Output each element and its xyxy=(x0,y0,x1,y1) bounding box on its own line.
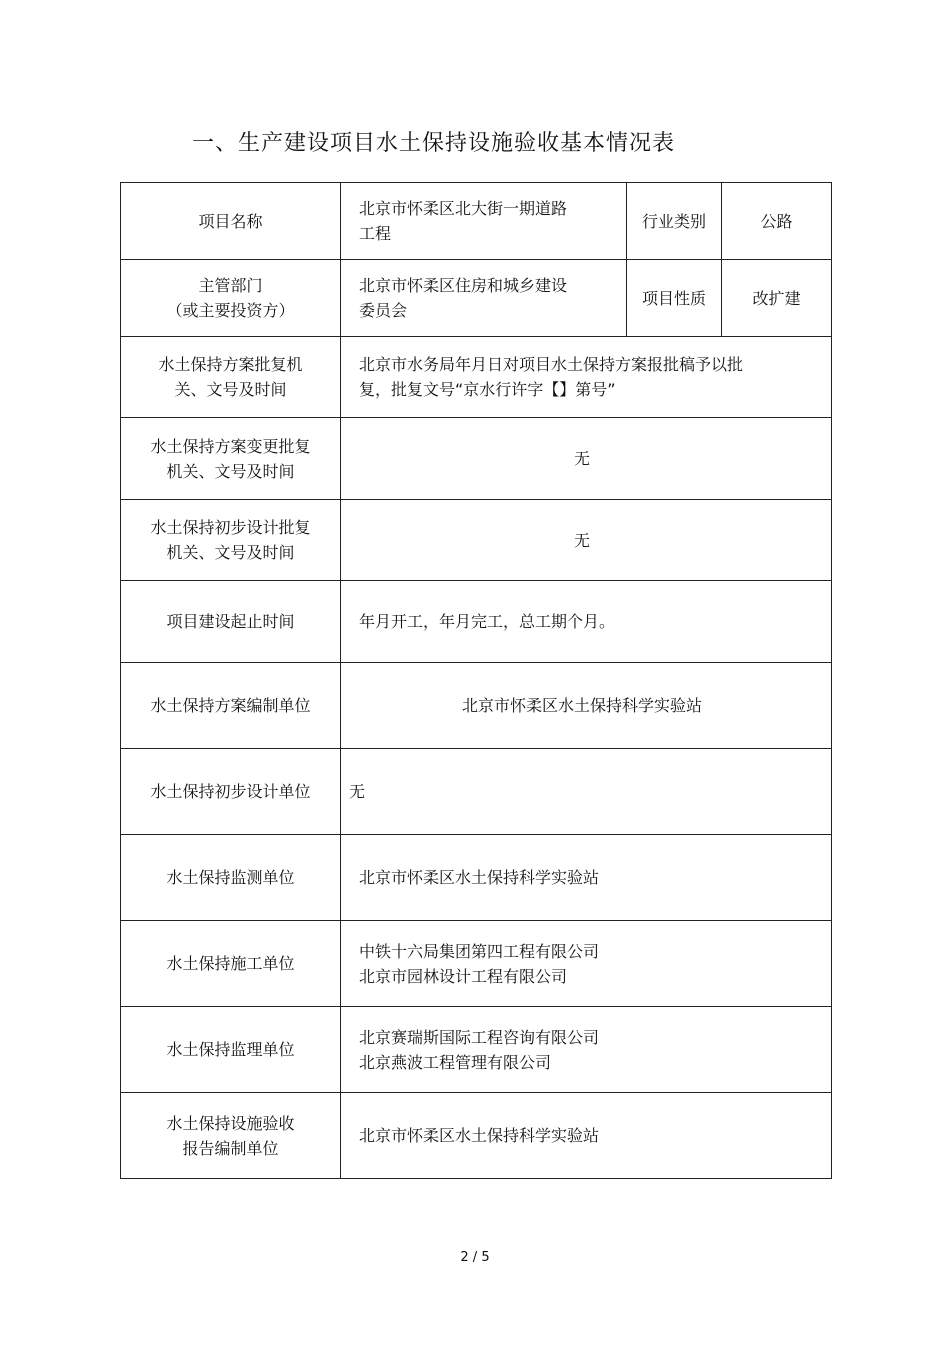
value-report-compiler: 北京市怀柔区水土保持科学实验站 xyxy=(341,1093,832,1179)
table-row-plan-change xyxy=(121,418,832,500)
label-project-name: 项目名称 xyxy=(121,183,341,260)
table-row-prelim-design xyxy=(121,500,832,581)
label-project-nature: 项目性质 xyxy=(627,260,722,337)
page-title: 一、生产建设项目水土保持设施验收基本情况表 xyxy=(192,131,676,156)
label-authority: 主管部门 （或主要投资方） xyxy=(121,260,341,337)
value-authority: 北京市怀柔区住房和城乡建设 委员会 xyxy=(341,260,627,337)
table-row-construction-period xyxy=(121,581,832,663)
basic-info-table xyxy=(120,182,832,1179)
value-prelim-design: 无 xyxy=(341,500,832,581)
table-row-project-name xyxy=(121,183,832,260)
table-row-plan-approval xyxy=(121,337,832,418)
label-plan-approval: 水土保持方案批复机 关、文号及时间 xyxy=(121,337,341,418)
label-supervision-unit: 水土保持监理单位 xyxy=(121,1007,341,1093)
value-project-nature: 改扩建 xyxy=(722,260,832,337)
label-industry-category: 行业类别 xyxy=(627,183,722,260)
label-construction-unit: 水土保持施工单位 xyxy=(121,921,341,1007)
value-plan-compiler: 北京市怀柔区水土保持科学实验站 xyxy=(341,663,832,749)
value-plan-approval: 北京市水务局年月日对项目水土保持方案报批稿予以批 复，批复文号“京水行许字【】第号” xyxy=(341,337,832,418)
label-construction-period: 项目建设起止时间 xyxy=(121,581,341,663)
label-monitoring-unit: 水土保持监测单位 xyxy=(121,835,341,921)
table-row-authority xyxy=(121,260,832,337)
table-row-supervision-unit xyxy=(121,1007,832,1093)
page-number: 2 / 5 xyxy=(460,1250,490,1265)
table-row-report-compiler xyxy=(121,1093,832,1179)
value-monitoring-unit: 北京市怀柔区水土保持科学实验站 xyxy=(341,835,832,921)
label-design-unit: 水土保持初步设计单位 xyxy=(121,749,341,835)
value-supervision-unit: 北京赛瑞斯国际工程咨询有限公司 北京燕波工程管理有限公司 xyxy=(341,1007,832,1093)
value-construction-period: 年月开工，年月完工，总工期个月。 xyxy=(341,581,832,663)
value-project-name: 北京市怀柔区北大街一期道路 工程 xyxy=(341,183,627,260)
label-plan-compiler: 水土保持方案编制单位 xyxy=(121,663,341,749)
label-prelim-design: 水土保持初步设计批复 机关、文号及时间 xyxy=(121,500,341,581)
value-design-unit: 无 xyxy=(341,749,832,835)
table-row-plan-compiler xyxy=(121,663,832,749)
label-report-compiler: 水土保持设施验收 报告编制单位 xyxy=(121,1093,341,1179)
table-row-construction-unit xyxy=(121,921,832,1007)
value-industry-category: 公路 xyxy=(722,183,832,260)
value-plan-change: 无 xyxy=(341,418,832,500)
table-row-design-unit xyxy=(121,749,832,835)
table-row-monitoring-unit xyxy=(121,835,832,921)
label-plan-change: 水土保持方案变更批复 机关、文号及时间 xyxy=(121,418,341,500)
value-construction-unit: 中铁十六局集团第四工程有限公司 北京市园林设计工程有限公司 xyxy=(341,921,832,1007)
